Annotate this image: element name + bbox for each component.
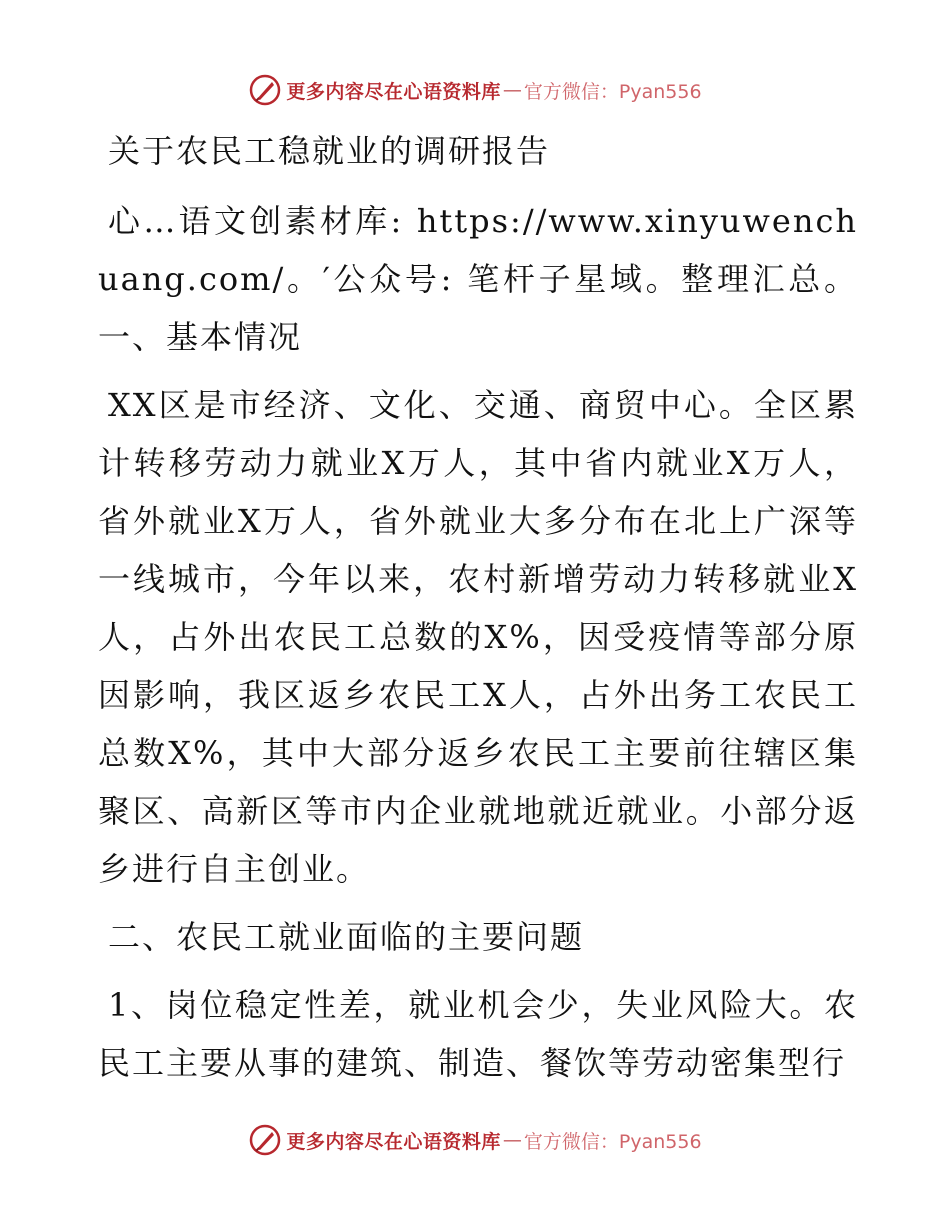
watermark-banner-top <box>0 68 950 112</box>
watermark-right-text: 官方微信：Pyan556 <box>523 80 702 103</box>
source-paragraph: 心…语文创素材库: https://www.xinyuwenchuang.com/。′公众号: 笔杆子星域。整理汇总。一、基本情况 <box>98 202 858 356</box>
watermark-separator: — <box>502 79 522 101</box>
feather-pen-logo-icon <box>248 73 282 107</box>
document-body <box>98 122 858 1092</box>
section2-heading: 二、农民工就业面临的主要问题 <box>108 918 585 956</box>
watermark-right-text: 官方微信：Pyan556 <box>523 1130 702 1153</box>
document-title: 关于农民工稳就业的调研报告 <box>108 132 551 170</box>
watermark-left-text: 更多内容尽在心语资料库 <box>286 1130 501 1153</box>
watermark-banner-bottom <box>0 1118 950 1162</box>
basic-situation-paragraph: XX区是市经济、文化、交通、商贸中心。全区累计转移劳动力就业X万人，其中省内就业X万人，省外就业X万人，省外就业大多分布在北上广深等一线城市，今年以来，农村新增劳动力转移就业X人，占外出农民工总数的X%，因受疫情等部分原因影响，我区返乡农民工X人，占外出务工农民工总数X%，其中大部分返乡农民工主要前往辖区集聚区、高新区等市内企业就地就近就业。小部分返乡进行自主创业。 <box>98 386 858 888</box>
watermark-separator: — <box>502 1129 522 1151</box>
feather-pen-logo-icon <box>248 1123 282 1157</box>
watermark-left-text: 更多内容尽在心语资料库 <box>286 80 501 103</box>
problem-item-1: 1、岗位稳定性差，就业机会少，失业风险大。农民工主要从事的建筑、制造、餐饮等劳动密集型行 <box>98 986 858 1082</box>
